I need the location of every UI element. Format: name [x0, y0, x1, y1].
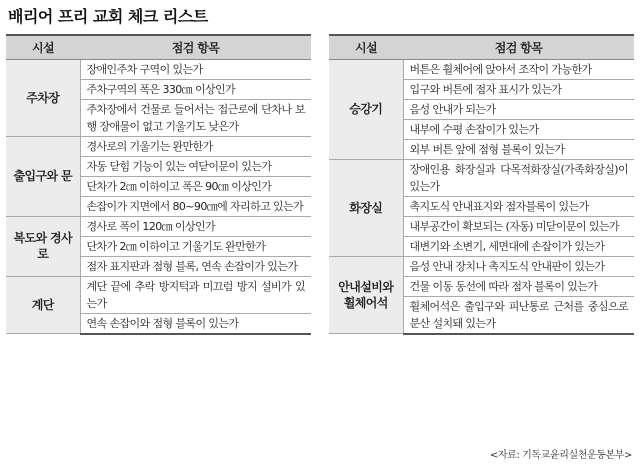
check-item-cell: 음성 안내 장치나 촉지도식 안내판이 있는가: [403, 256, 634, 276]
facility-cell: 계단: [6, 276, 80, 334]
check-item-cell: 연속 손잡이와 점형 블록이 있는가: [80, 313, 311, 334]
check-item-cell: 점자 표지판과 점형 블록, 연속 손잡이가 있는가: [80, 256, 311, 276]
check-item-cell: 내부에 수평 손잡이가 있는가: [403, 119, 634, 139]
table-row: [6, 136, 311, 156]
check-item-cell: 장애인주차 구역이 있는가: [80, 59, 311, 79]
checklist-table-left: [6, 34, 311, 335]
check-item-cell: 입구와 버튼에 점자 표시가 있는가: [403, 79, 634, 99]
facility-cell: 출입구와 문: [6, 136, 80, 216]
check-item-cell: 경사로 폭이 120㎝ 이상인가: [80, 216, 311, 236]
check-item-cell: 단차가 2㎝ 이하이고 폭은 90㎝ 이상인가: [80, 176, 311, 196]
check-item-cell: 내부공간이 확보되는 (자동) 미닫이문이 있는가: [403, 216, 634, 236]
check-item-cell: 대변기와 소변기, 세면대에 손잡이가 있는가: [403, 236, 634, 256]
check-item-cell: 건물 이동 동선에 따라 점자 블록이 있는가: [403, 276, 634, 296]
check-item-cell: 손잡이가 지면에서 80~90㎝에 자리하고 있는가: [80, 196, 311, 216]
table-body-left: [6, 59, 311, 334]
facility-cell: 주차장: [6, 59, 80, 136]
header-items: 점검 항목: [80, 35, 311, 59]
checklist-table-right: [329, 34, 634, 335]
table-row: [329, 59, 634, 79]
check-item-cell: 버튼은 휠체어에 앉아서 조작이 가능한가: [403, 59, 634, 79]
facility-cell: 안내설비와 휠체어석: [329, 256, 403, 334]
table-row: [6, 216, 311, 236]
check-item-cell: 촉지도식 안내표지와 점자블록이 있는가: [403, 196, 634, 216]
check-item-cell: 주차장에서 건물로 들어서는 접근로에 단차나 보행 장애물이 없고 기울기도 낮은가: [80, 99, 311, 136]
table-row: [6, 276, 311, 313]
header-facility: 시설: [6, 35, 80, 59]
check-item-cell: 휠체어석은 출입구와 피난통로 근처를 중심으로 분산 설치돼 있는가: [403, 296, 634, 334]
facility-cell: 화장실: [329, 159, 403, 256]
table-row: [6, 59, 311, 79]
check-item-cell: 단차가 2㎝ 이하이고 기울기도 완만한가: [80, 236, 311, 256]
facility-cell: 승강기: [329, 59, 403, 159]
source-note: <자료: 기독교윤리실천운동본부>: [489, 450, 632, 461]
check-item-cell: 장애인용 화장실과 다목적화장실(가족화장실)이 있는가: [403, 159, 634, 196]
table-row: [329, 256, 634, 276]
check-item-cell: 음성 안내가 되는가: [403, 99, 634, 119]
check-item-cell: 경사로의 기울기는 완만한가: [80, 136, 311, 156]
check-item-cell: 주차구역의 폭은 330㎝ 이상인가: [80, 79, 311, 99]
facility-cell: 복도와 경사로: [6, 216, 80, 276]
table-row: [329, 159, 634, 196]
table-header-row: [6, 35, 311, 59]
check-item-cell: 계단 끝에 추락 방지턱과 미끄럼 방지 설비가 있는가: [80, 276, 311, 313]
page-title: 배리어 프리 교회 체크 리스트: [8, 7, 208, 26]
header-items: 점검 항목: [403, 35, 634, 59]
table-header-row: [329, 35, 634, 59]
check-item-cell: 자동 닫힘 기능이 있는 여닫이문이 있는가: [80, 156, 311, 176]
header-facility: 시설: [329, 35, 403, 59]
check-item-cell: 외부 버튼 앞에 점형 블록이 있는가: [403, 139, 634, 159]
table-body-right: [329, 59, 634, 334]
